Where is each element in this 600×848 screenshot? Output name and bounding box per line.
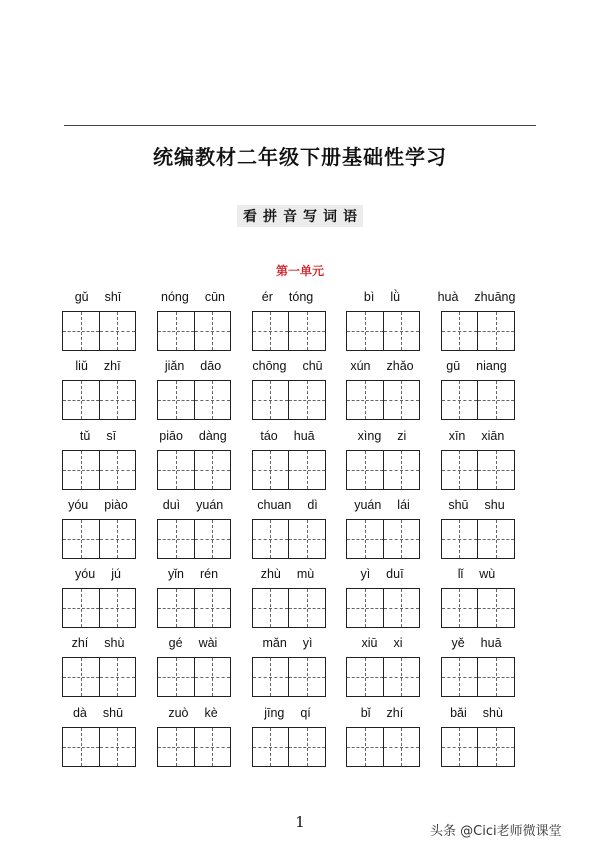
pinyin	[248, 429, 328, 449]
tianzige-boxes[interactable]	[441, 519, 515, 559]
tianzige-cell[interactable]	[442, 589, 478, 627]
tianzige-boxes[interactable]	[62, 657, 136, 697]
pinyin-syllable: dāo	[200, 359, 222, 374]
pinyin-syllable: shu	[484, 497, 505, 512]
tianzige-cell[interactable]	[288, 589, 325, 627]
tianzige-cell[interactable]	[442, 728, 478, 766]
tianzige-boxes[interactable]	[157, 727, 231, 767]
tianzige-boxes[interactable]	[62, 588, 136, 628]
tianzige-boxes[interactable]	[441, 588, 515, 628]
pinyin-syllable: zhí	[71, 636, 89, 651]
tianzige-cell[interactable]	[63, 312, 99, 350]
tianzige-cell[interactable]	[383, 728, 420, 766]
tianzige-cell[interactable]	[347, 658, 383, 696]
tianzige-cell[interactable]	[158, 728, 194, 766]
page-number: 1	[295, 813, 305, 831]
tianzige-boxes[interactable]	[157, 450, 231, 490]
pinyin	[248, 290, 328, 310]
pinyin-syllable: huā	[480, 636, 502, 651]
pinyin-syllable: yuán	[196, 497, 224, 512]
pinyin	[248, 706, 328, 726]
tianzige-cell[interactable]	[194, 728, 231, 766]
pinyin-syllable: zhǎo	[386, 359, 414, 374]
pinyin-syllable: dì	[307, 497, 318, 512]
pinyin-syllable: sī	[106, 428, 117, 443]
pinyin	[437, 290, 517, 310]
tianzige-cell[interactable]	[477, 312, 514, 350]
pinyin	[58, 706, 138, 726]
word-item	[58, 567, 138, 587]
word-item	[58, 429, 138, 449]
pinyin-syllable: lǐ	[457, 567, 464, 582]
tianzige-cell[interactable]	[383, 451, 420, 489]
word-item	[248, 429, 328, 449]
tianzige-cell[interactable]	[158, 381, 194, 419]
tianzige-cell[interactable]	[194, 381, 231, 419]
tianzige-cell[interactable]	[253, 381, 289, 419]
tianzige-cell[interactable]	[383, 381, 420, 419]
tianzige-cell[interactable]	[442, 451, 478, 489]
word-item	[248, 498, 328, 518]
pinyin-syllable: shù	[482, 705, 503, 720]
tianzige-boxes[interactable]	[252, 450, 326, 490]
tianzige-cell[interactable]	[253, 520, 289, 558]
word-item	[153, 498, 233, 518]
tianzige-cell[interactable]	[158, 520, 194, 558]
word-item	[248, 636, 328, 656]
word-item	[342, 498, 422, 518]
word-item	[58, 636, 138, 656]
tianzige-cell[interactable]	[477, 520, 514, 558]
pinyin	[248, 636, 328, 656]
tianzige-cell[interactable]	[383, 312, 420, 350]
tianzige-boxes[interactable]	[441, 450, 515, 490]
pinyin-syllable: gé	[168, 636, 183, 651]
pinyin-syllable: shī	[104, 290, 122, 304]
pinyin-syllable: nóng	[161, 290, 189, 304]
word-item	[342, 567, 422, 587]
pinyin-syllable: rén	[199, 567, 219, 582]
tianzige-cell[interactable]	[347, 728, 383, 766]
pinyin	[153, 429, 233, 449]
pinyin-syllable: lǜ	[390, 290, 401, 304]
word-item	[437, 567, 517, 587]
tianzige-cell[interactable]	[253, 658, 289, 696]
tianzige-boxes[interactable]	[346, 311, 420, 351]
tianzige-boxes[interactable]	[252, 380, 326, 420]
tianzige-cell[interactable]	[63, 589, 99, 627]
tianzige-boxes[interactable]	[157, 657, 231, 697]
tianzige-boxes[interactable]	[346, 380, 420, 420]
word-item	[342, 290, 422, 310]
tianzige-boxes[interactable]	[252, 519, 326, 559]
word-item	[437, 290, 517, 310]
tianzige-cell[interactable]	[383, 658, 420, 696]
word-item	[248, 290, 328, 310]
pinyin	[153, 498, 233, 518]
pinyin-syllable: yóu	[75, 567, 96, 582]
tianzige-cell[interactable]	[99, 658, 136, 696]
tianzige-cell[interactable]	[99, 381, 136, 419]
pinyin	[153, 290, 233, 310]
tianzige-cell[interactable]	[99, 589, 136, 627]
pinyin	[58, 567, 138, 587]
word-item	[248, 706, 328, 726]
tianzige-cell[interactable]	[253, 312, 289, 350]
tianzige-cell[interactable]	[347, 312, 383, 350]
pinyin-syllable: niang	[476, 359, 507, 374]
pinyin-syllable: xiū	[361, 636, 378, 651]
pinyin	[58, 636, 138, 656]
pinyin	[58, 498, 138, 518]
word-item	[153, 359, 233, 379]
pinyin-syllable: bì	[363, 290, 375, 304]
pinyin	[153, 636, 233, 656]
page-title: 统编教材二年级下册基础性学习	[153, 145, 447, 169]
pinyin-syllable: yě	[451, 636, 465, 651]
pinyin	[58, 290, 138, 310]
tianzige-cell[interactable]	[158, 451, 194, 489]
tianzige-cell[interactable]	[194, 658, 231, 696]
tianzige-boxes[interactable]	[441, 657, 515, 697]
pinyin	[248, 498, 328, 518]
pinyin-syllable: xún	[350, 359, 371, 374]
tianzige-cell[interactable]	[253, 589, 289, 627]
pinyin-syllable: kè	[204, 705, 218, 720]
pinyin-syllable: dàng	[198, 428, 227, 443]
tianzige-boxes[interactable]	[252, 727, 326, 767]
tianzige-boxes[interactable]	[346, 588, 420, 628]
pinyin-syllable: yì	[302, 636, 313, 651]
tianzige-boxes[interactable]	[346, 727, 420, 767]
tianzige-cell[interactable]	[477, 451, 514, 489]
tianzige-boxes[interactable]	[62, 727, 136, 767]
tianzige-cell[interactable]	[158, 658, 194, 696]
pinyin-syllable: zhù	[260, 567, 281, 582]
pinyin-syllable: yuán	[354, 497, 382, 512]
pinyin-syllable: tǔ	[79, 428, 91, 443]
tianzige-cell[interactable]	[253, 451, 289, 489]
tianzige-cell[interactable]	[194, 589, 231, 627]
pinyin-syllable: cūn	[204, 290, 225, 304]
pinyin-syllable: jiǎn	[164, 359, 185, 374]
tianzige-cell[interactable]	[99, 312, 136, 350]
pinyin-syllable: zi	[397, 428, 407, 443]
tianzige-boxes[interactable]	[62, 450, 136, 490]
tianzige-cell[interactable]	[347, 381, 383, 419]
tianzige-cell[interactable]	[253, 728, 289, 766]
word-item	[342, 359, 422, 379]
tianzige-cell[interactable]	[383, 589, 420, 627]
word-item	[153, 290, 233, 310]
pinyin	[437, 498, 517, 518]
word-item	[248, 567, 328, 587]
tianzige-cell[interactable]	[194, 312, 231, 350]
pinyin-syllable: gū	[446, 359, 461, 374]
tianzige-boxes[interactable]	[441, 727, 515, 767]
pinyin-syllable: shù	[104, 636, 125, 651]
pinyin-syllable: shū	[102, 705, 124, 720]
tianzige-cell[interactable]	[442, 658, 478, 696]
pinyin	[58, 429, 138, 449]
pinyin-syllable: xiān	[481, 428, 505, 443]
pinyin-syllable: xìng	[357, 428, 382, 443]
tianzige-boxes[interactable]	[157, 588, 231, 628]
pinyin-syllable: huà	[437, 290, 459, 304]
tianzige-cell[interactable]	[288, 728, 325, 766]
word-item	[58, 290, 138, 310]
tianzige-cell[interactable]	[99, 520, 136, 558]
tianzige-cell[interactable]	[99, 728, 136, 766]
pinyin-syllable: yǐn	[167, 567, 184, 582]
tianzige-cell[interactable]	[347, 520, 383, 558]
pinyin-syllable: qí	[300, 705, 311, 720]
tianzige-boxes[interactable]	[157, 311, 231, 351]
pinyin-syllable: bǐ	[360, 705, 371, 720]
word-item	[58, 359, 138, 379]
tianzige-cell[interactable]	[63, 451, 99, 489]
pinyin-syllable: lái	[397, 497, 410, 512]
pinyin-syllable: ér	[261, 290, 273, 304]
tianzige-boxes[interactable]	[346, 519, 420, 559]
watermark: 头条 @Cici老师微课堂	[430, 824, 562, 839]
word-item	[437, 429, 517, 449]
pinyin-syllable: yì	[360, 567, 371, 582]
top-rule	[64, 125, 536, 126]
pinyin-syllable: zhī	[103, 359, 121, 374]
tianzige-boxes[interactable]	[62, 311, 136, 351]
pinyin-syllable: yóu	[68, 497, 89, 512]
pinyin-syllable: chū	[302, 359, 323, 374]
word-item	[58, 498, 138, 518]
tianzige-cell[interactable]	[63, 381, 99, 419]
pinyin-syllable: tóng	[288, 290, 314, 304]
tianzige-cell[interactable]	[288, 520, 325, 558]
section-subtitle: 看拼音写词语	[237, 205, 363, 227]
pinyin	[437, 429, 517, 449]
pinyin-syllable: gǔ	[74, 290, 89, 304]
pinyin	[153, 567, 233, 587]
pinyin-syllable: mù	[296, 567, 315, 582]
word-item	[437, 359, 517, 379]
tianzige-cell[interactable]	[288, 658, 325, 696]
tianzige-cell[interactable]	[288, 381, 325, 419]
tianzige-boxes[interactable]	[157, 380, 231, 420]
tianzige-boxes[interactable]	[252, 588, 326, 628]
word-item	[342, 706, 422, 726]
pinyin	[342, 706, 422, 726]
pinyin-syllable: jú	[111, 567, 121, 582]
pinyin-syllable: wài	[198, 636, 218, 651]
tianzige-boxes[interactable]	[441, 380, 515, 420]
word-item	[248, 359, 328, 379]
pinyin-syllable: zuò	[168, 705, 189, 720]
tianzige-boxes[interactable]	[252, 657, 326, 697]
tianzige-cell[interactable]	[158, 589, 194, 627]
word-item	[153, 636, 233, 656]
tianzige-cell[interactable]	[158, 312, 194, 350]
tianzige-cell[interactable]	[442, 312, 478, 350]
pinyin	[342, 359, 422, 379]
pinyin	[437, 706, 517, 726]
tianzige-cell[interactable]	[63, 728, 99, 766]
pinyin	[437, 567, 517, 587]
pinyin	[153, 706, 233, 726]
tianzige-cell[interactable]	[477, 728, 514, 766]
pinyin-syllable: wù	[479, 567, 496, 582]
pinyin	[342, 636, 422, 656]
pinyin-syllable: duì	[162, 497, 181, 512]
tianzige-boxes[interactable]	[252, 311, 326, 351]
pinyin-syllable: xīn	[448, 428, 466, 443]
pinyin-syllable: duī	[386, 567, 404, 582]
tianzige-cell[interactable]	[442, 520, 478, 558]
tianzige-boxes[interactable]	[62, 380, 136, 420]
tianzige-cell[interactable]	[477, 658, 514, 696]
pinyin	[342, 290, 422, 310]
tianzige-boxes[interactable]	[441, 311, 515, 351]
pinyin-syllable: chōng	[252, 359, 287, 374]
tianzige-cell[interactable]	[477, 381, 514, 419]
tianzige-cell[interactable]	[194, 451, 231, 489]
tianzige-cell[interactable]	[383, 520, 420, 558]
pinyin-syllable: zhuāng	[474, 290, 516, 304]
tianzige-cell[interactable]	[63, 658, 99, 696]
pinyin-syllable: táo	[260, 428, 278, 443]
pinyin	[153, 359, 233, 379]
word-item	[58, 706, 138, 726]
word-item	[437, 498, 517, 518]
tianzige-boxes[interactable]	[346, 450, 420, 490]
pinyin-syllable: piào	[104, 497, 128, 512]
word-item	[437, 636, 517, 656]
pinyin	[342, 429, 422, 449]
pinyin-syllable: mǎn	[262, 636, 287, 651]
tianzige-cell[interactable]	[63, 520, 99, 558]
pinyin-syllable: bǎi	[450, 705, 467, 720]
pinyin	[248, 359, 328, 379]
tianzige-cell[interactable]	[347, 451, 383, 489]
pinyin-syllable: chuan	[257, 497, 292, 512]
word-item	[342, 636, 422, 656]
pinyin	[248, 567, 328, 587]
subtitle-wrap	[0, 205, 600, 227]
pinyin-syllable: piāo	[159, 428, 183, 443]
tianzige-boxes[interactable]	[346, 657, 420, 697]
pinyin-syllable: liǔ	[75, 359, 88, 374]
word-item	[437, 706, 517, 726]
word-item	[153, 567, 233, 587]
tianzige-cell[interactable]	[288, 312, 325, 350]
pinyin-syllable: xi	[393, 636, 403, 651]
tianzige-cell[interactable]	[194, 520, 231, 558]
tianzige-cell[interactable]	[442, 381, 478, 419]
word-item	[153, 429, 233, 449]
pinyin-syllable: huā	[293, 428, 315, 443]
tianzige-cell[interactable]	[99, 451, 136, 489]
tianzige-boxes[interactable]	[62, 519, 136, 559]
pinyin-syllable: zhí	[386, 705, 404, 720]
tianzige-cell[interactable]	[477, 589, 514, 627]
word-item	[153, 706, 233, 726]
word-item	[342, 429, 422, 449]
tianzige-cell[interactable]	[288, 451, 325, 489]
pinyin	[58, 359, 138, 379]
pinyin-syllable: shū	[448, 497, 469, 512]
pinyin	[437, 359, 517, 379]
tianzige-cell[interactable]	[347, 589, 383, 627]
pinyin	[342, 567, 422, 587]
pinyin-syllable: dà	[72, 705, 87, 720]
unit-heading: 第一单元	[275, 264, 324, 278]
tianzige-boxes[interactable]	[157, 519, 231, 559]
pinyin	[437, 636, 517, 656]
pinyin-syllable: jīng	[264, 705, 285, 720]
pinyin	[342, 498, 422, 518]
